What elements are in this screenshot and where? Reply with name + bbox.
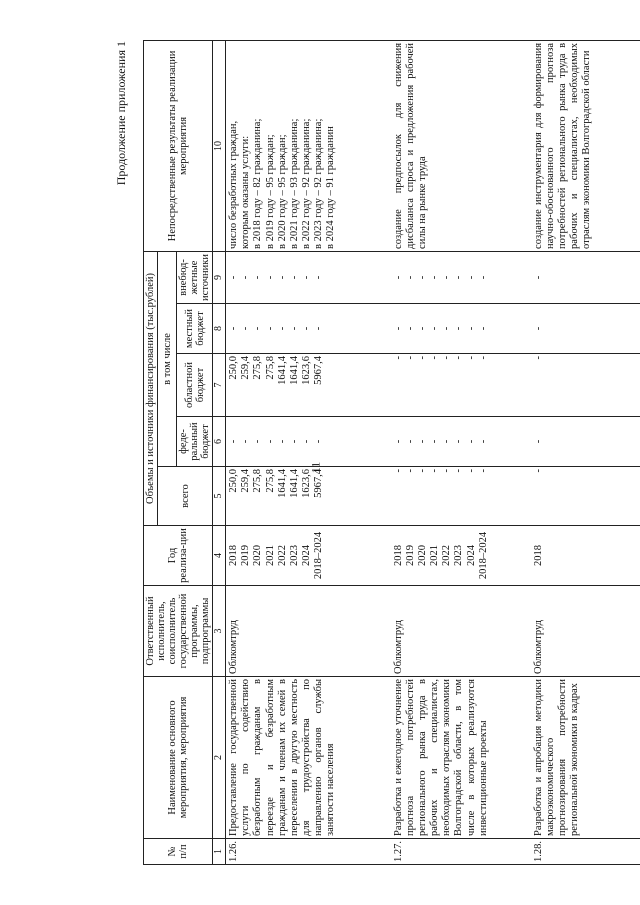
federal-list [531,417,640,467]
regional-list [391,354,531,417]
total-list-value: 250,0 [228,469,240,493]
total-list-value: 1623,6 [301,469,313,498]
local-list-value: - [240,326,252,331]
year-list-value: 2018 [532,545,544,566]
extrabudget-list [226,251,391,303]
year-list-value: 2024 [465,545,477,566]
year-list-value: 2023 [288,545,300,566]
extrabudget-list-value: - [477,275,489,280]
total-list-value: - [532,469,544,473]
document-sheet [114,41,593,865]
federal-list [226,417,391,467]
table-row [391,40,531,864]
header-local: местный бюджет [177,304,213,354]
regional-list-value: - [392,356,404,360]
col-num: 10 [213,40,226,251]
local-list-value: - [252,326,264,331]
measure-name: Разработка и апробация методики макроэкономического прогнозирования потребности региональной экономики в кадрах [531,677,640,839]
total-list-value: - [465,469,477,473]
local-list-value: - [276,326,288,331]
total-list-value: - [429,469,441,473]
year-list-value: 2018 [228,545,240,566]
extrabudget-list-value: - [429,275,441,280]
extrabudget-list-value: - [301,275,313,280]
federal-list-value: - [392,439,404,444]
executor: Облкомтруд [531,586,640,677]
federal-list-value: - [465,439,477,444]
federal-list-value: - [276,439,288,444]
header-result: Непосредственные результаты реализации мероприятия [144,40,213,251]
col-num: 6 [213,417,226,467]
row-number: 1.28. [531,839,640,865]
result-cell [226,40,391,251]
extrabudget-list-value: - [240,275,252,280]
col-num: 2 [213,677,226,839]
extrabudget-list-value: - [532,275,544,280]
extrabudget-list [391,251,531,303]
regional-list [226,354,391,417]
regional-list-value: - [465,356,477,360]
page-number: 11 [308,461,323,474]
col-num: 5 [213,467,226,526]
local-list-value: - [429,326,441,331]
regional-list-value: 5967,4 [313,356,325,385]
year-list [226,526,391,586]
regional-list-value: - [441,356,453,360]
extrabudget-list-value: - [453,275,465,280]
local-list-value: - [404,326,416,331]
result-line: в 2018 году – 82 гражданина; [252,118,264,249]
federal-list-value: - [228,439,240,444]
year-list-value: 2019 [404,545,416,566]
extrabudget-list-value: - [313,275,325,280]
total-list-value: 1641,4 [288,469,300,498]
regional-list-value: - [416,356,428,360]
total-list-value: - [404,469,416,473]
federal-list-value: - [301,439,313,444]
header-total: всего [158,467,213,526]
result-cell: создание предпосылок для снижения дисбаланса спроса и предложения рабочей силы на рынке труда [391,40,531,251]
header-regional: областной бюджет [177,354,213,417]
federal-list-value: - [453,439,465,444]
local-list-value: - [477,326,489,331]
extrabudget-list-value: - [416,275,428,280]
federal-list-value: - [441,439,453,444]
federal-list-value: - [416,439,428,444]
regional-list-value: 275,8 [264,356,276,380]
total-list-value: - [477,469,489,473]
regional-list-value: 1641,4 [276,356,288,385]
local-list-value: - [532,326,544,331]
local-list-value: - [465,326,477,331]
regional-list-value: - [404,356,416,360]
regional-list [531,354,640,417]
extrabudget-list-value: - [392,275,404,280]
table-row [531,40,640,864]
extrabudget-list-value: - [465,275,477,280]
total-list-value: - [441,469,453,473]
local-list-value: - [313,326,325,331]
total-list-value: - [416,469,428,473]
local-list [531,304,640,354]
local-list-value: - [392,326,404,331]
local-list-value: - [416,326,428,331]
year-list-value: 2020 [252,545,264,566]
year-list-value: 2018 [392,545,404,566]
extrabudget-list-value: - [441,275,453,280]
year-list-value: 2022 [276,545,288,566]
total-list-value: 259,4 [240,469,252,493]
extrabudget-list [531,251,640,303]
total-list-value: 1641,4 [276,469,288,498]
local-list [391,304,531,354]
result-line: в 2023 году – 92 гражданина; [313,118,325,249]
total-list-value: 275,8 [252,469,264,493]
year-list-value: 2018–2024 [477,531,489,580]
extrabudget-list-value: - [264,275,276,280]
header-including: в том числе [158,251,177,466]
col-num: 7 [213,354,226,417]
local-list-value: - [228,326,240,331]
local-list-value: - [453,326,465,331]
year-list-value: 2020 [416,545,428,566]
federal-list-value: - [252,439,264,444]
row-number: 1.27. [391,839,531,865]
federal-list [391,417,531,467]
regional-list-value: 275,8 [252,356,264,380]
total-list [391,467,531,526]
federal-list-value: - [288,439,300,444]
result-line: которым оказаны услуги: [240,135,252,249]
extrabudget-list-value: - [404,275,416,280]
header-extrabudget: внебюд-жетные источники [177,251,213,303]
regional-list-value: 1641,4 [288,356,300,385]
measure-name: Предоставление государственной услуги по содействию безработным гражданам в переезде и безработным гражданам и членам их семей в переселении в другую местность для трудоустройства по направлению органов службы занятости населения [226,677,391,839]
extrabudget-list-value: - [288,275,300,280]
year-list-value: 2023 [453,545,465,566]
executor: Облкомтруд [391,586,531,677]
result-cell: создание инструментария для формирования научно-обоснованного прогноза потребностей регионального рынка труда в рабочих и специалистах, необходимых отраслям экономики Волгоградской области [531,40,640,251]
regional-list-value: - [532,356,544,360]
local-list-value: - [441,326,453,331]
appendix-caption: Продолжение приложения 1 [114,41,128,186]
regional-list-value: - [453,356,465,360]
col-num: 3 [213,586,226,677]
total-list [531,467,640,526]
year-list-value: 2024 [301,545,313,566]
total-list-value: - [392,469,404,473]
federal-list-value: - [313,439,325,444]
result-line: число безработных граждан, [228,120,240,249]
year-list [391,526,531,586]
total-list [226,467,391,526]
result-line: в 2024 году – 91 гражданин [325,126,337,249]
federal-list-value: - [264,439,276,444]
year-list-value: 2022 [441,545,453,566]
local-list [226,304,391,354]
header-year: Год реализа-ции [144,526,213,586]
year-list-value: 2021 [264,545,276,566]
extrabudget-list-value: - [276,275,288,280]
result-line: в 2021 году – 93 гражданина; [288,118,300,249]
regional-list-value: - [429,356,441,360]
result-line: в 2020 году – 95 граждан; [276,134,288,249]
measure-name: Разработка и ежегодное уточнение прогноза потребностей регионального рынка труда в рабочих и специалистах, необходимых отраслям экономики Волгоградской области, в том числе в которых реализуются инвестиционные проекты [391,677,531,839]
federal-list-value: - [477,439,489,444]
local-list-value: - [301,326,313,331]
extrabudget-list-value: - [228,275,240,280]
regional-list-value: 1623,6 [301,356,313,385]
year-list-value: 2018–2024 [313,531,325,580]
extrabudget-list-value: - [252,275,264,280]
federal-list-value: - [532,439,544,444]
row-number: 1.26. [226,839,391,865]
total-list-value: 5967,4 [313,469,325,498]
total-list-value: - [453,469,465,473]
header-name: Наименование основного мероприятия, мероприятия [144,677,213,839]
local-list-value: - [264,326,276,331]
regional-list-value: - [477,356,489,360]
header-federal: феде-ральный бюджет [177,417,213,467]
result-line: в 2022 году – 92 гражданина; [301,118,313,249]
result-line: в 2019 году – 95 граждан; [264,134,276,249]
year-list [531,526,640,586]
col-num: 4 [213,526,226,586]
col-num: 9 [213,251,226,303]
federal-list-value: - [240,439,252,444]
table-row [226,40,391,864]
regional-list-value: 259,4 [240,356,252,380]
federal-list-value: - [429,439,441,444]
header-executor: Ответственный исполнитель, соисполнитель государственной программы, подпрограммы [144,586,213,677]
header-num: № п/п [144,839,213,865]
regional-list-value: 250,0 [228,356,240,380]
year-list-value: 2021 [429,545,441,566]
header-financing: Объемы и источники финансирования (тыс.рублей) [144,251,158,525]
total-list-value: 275,8 [264,469,276,493]
program-measures-table [143,40,640,865]
executor: Облкомтруд [226,586,391,677]
federal-list-value: - [404,439,416,444]
col-num: 1 [213,839,226,865]
year-list-value: 2019 [240,545,252,566]
col-num: 8 [213,304,226,354]
local-list-value: - [288,326,300,331]
